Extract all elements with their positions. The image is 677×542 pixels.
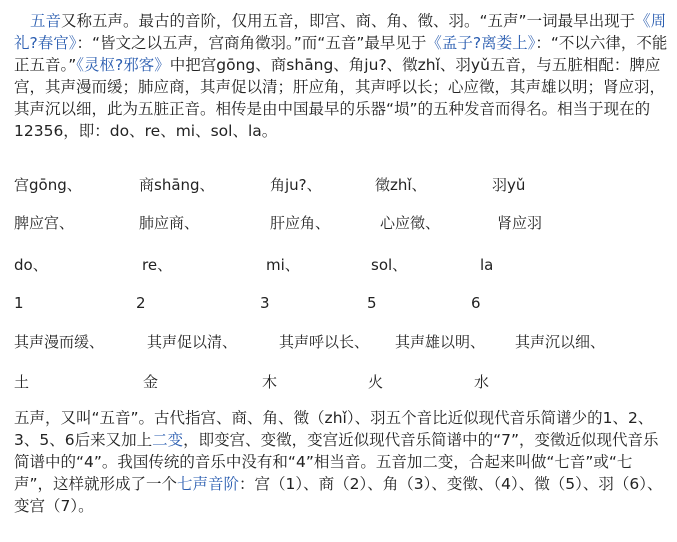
number-cell: 1 [14, 294, 24, 312]
organs-row [0, 212, 677, 234]
sound-cell: 其声漫而缓、 [14, 333, 105, 351]
number-cell: 3 [260, 294, 270, 312]
sound-cell: 其声呼以长、 [279, 333, 370, 351]
outro-text-3: ：宫（1）、商（2）、角（3）、变徵、（4）、徵（5）、羽（6）、变宫（7）。 [14, 475, 663, 515]
tone-cell: 宫gōng、 [14, 176, 82, 194]
organ-cell: 肝应角、 [270, 214, 331, 232]
intro-text-2: ：“皆文之以五声，宫商角徵羽。”而“五音”最早见于 [76, 34, 427, 52]
number-cell: 5 [367, 294, 377, 312]
tone-cell: 商shāng、 [139, 176, 215, 194]
solfege-cell: sol、 [371, 256, 408, 274]
tone-cell: 羽yǔ [492, 176, 526, 194]
solfege-cell: la [480, 256, 494, 274]
organ-cell: 肺应商、 [139, 214, 200, 232]
solfege-cell: mi、 [266, 256, 300, 274]
number-cell: 6 [471, 294, 481, 312]
intro-text-3: ：“不以六律，不能正五音。” [14, 34, 668, 74]
tones-row [0, 174, 677, 196]
organ-cell: 肾应羽 [497, 214, 543, 232]
solfege-cell: do、 [14, 256, 48, 274]
outro-paragraph [14, 407, 669, 517]
link-wuyin[interactable]: 五音 [30, 12, 62, 30]
sound-cell: 其声雄以明、 [395, 333, 486, 351]
sound-cell: 其声沉以细、 [515, 333, 606, 351]
numbers-row [0, 292, 677, 314]
link-lingshu[interactable]: 《灵枢?邪客》 [76, 56, 170, 74]
tone-cell: 徵zhǐ、 [375, 176, 427, 194]
link-qisheng[interactable]: 七声音阶 [177, 475, 240, 493]
element-cell: 火 [368, 373, 384, 391]
organ-cell: 心应徵、 [380, 214, 441, 232]
intro-text-1: 又称五声。最古的音阶，仅用五音，即宫、商、角、徵、羽。“五声”一词最早出现于 [61, 12, 636, 30]
outro-text-2: ，即变宫、变徵，变宫近似现代音乐简谱中的“7”，变徵近似现代音乐简谱中的“4”。我国传统的音乐中没有和“4”相当音。五音加二变，合起来叫做“七音”或“七声”，这样就形成了一个 [14, 431, 659, 493]
sounds-row [0, 331, 677, 353]
number-cell: 2 [136, 294, 146, 312]
link-zhouli[interactable]: 《周礼?春官》 [14, 12, 667, 52]
elements-row [0, 371, 677, 393]
sound-cell: 其声促以清、 [147, 333, 238, 351]
link-mengzi[interactable]: 《孟子?离娄上》 [426, 34, 536, 52]
element-cell: 木 [262, 373, 278, 391]
element-cell: 土 [14, 373, 30, 391]
link-erbian[interactable]: 二变 [152, 431, 184, 449]
intro-text-4: 中把宫gōng、商shāng、角ju?、徵zhǐ、羽yǔ五音，与五脏相配：脾应宫，其声漫而缓；肺应商，其声促以清；肝应角，其声呼以长；心应徵，其声雄以明；肾应羽，其声沉以细，此为五脏正音。相传是由中国最早的乐器“埙”的五种发音而得名。相当于现在的12356，即：do、re、mi、sol、la。 [14, 56, 666, 140]
tone-cell: 角ju?、 [270, 176, 322, 194]
element-cell: 金 [143, 373, 159, 391]
outro-text-1: 五声，又叫“五音”。古代指宫、商、角、徵（zhǐ）、羽五个音比近似现代音乐简谱少的1、2、3、5、6后来又加上 [14, 409, 654, 449]
intro-paragraph [14, 10, 669, 142]
solfege-cell: re、 [142, 256, 173, 274]
solfege-row [0, 254, 677, 276]
organ-cell: 脾应宫、 [14, 214, 75, 232]
element-cell: 水 [474, 373, 490, 391]
